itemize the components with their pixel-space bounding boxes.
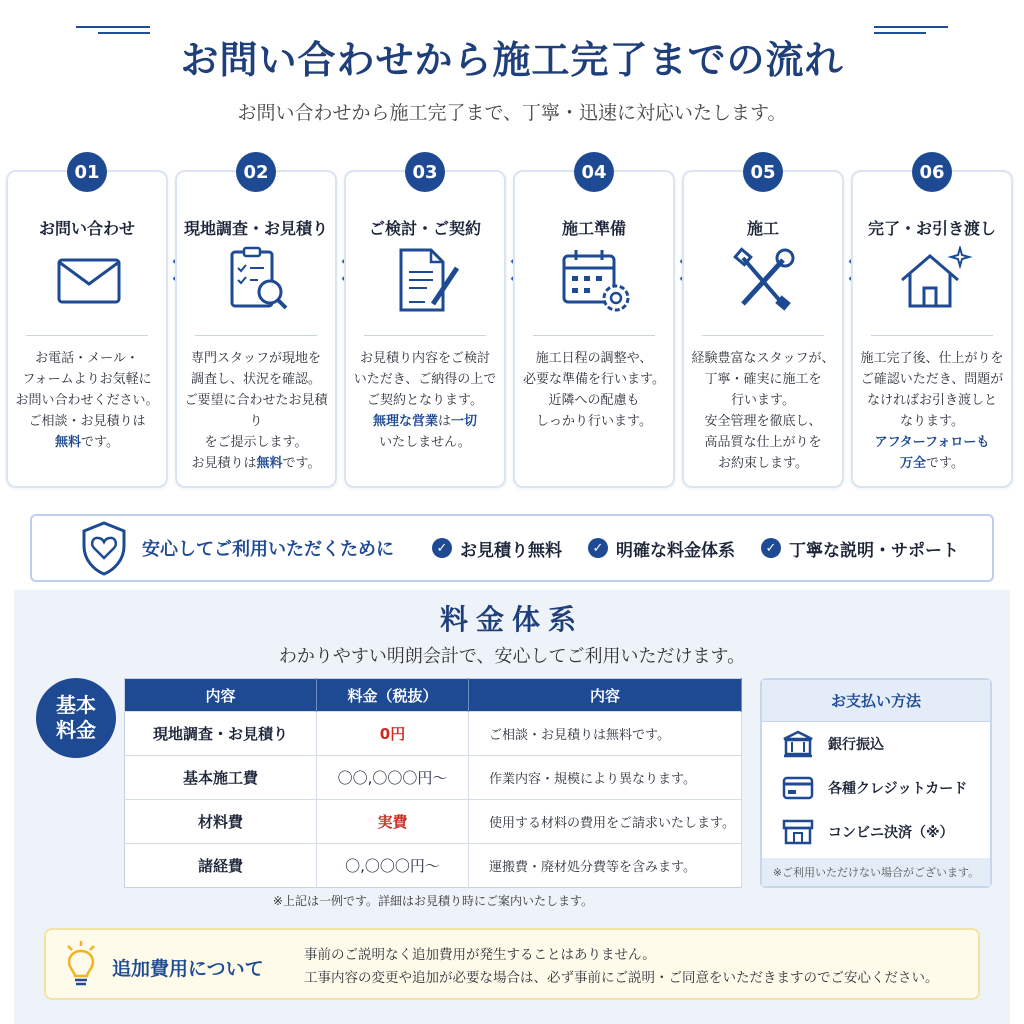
- envelope-icon: [49, 246, 129, 316]
- house-sparkle-icon: [894, 246, 974, 316]
- highlight-no-hard-sell: 無理な営業: [372, 414, 438, 429]
- table-row: 材料費 実費 使用する材料の費用をご請求いたします。: [125, 800, 742, 844]
- step-divider: [364, 335, 486, 336]
- check-icon: ✓: [588, 538, 608, 558]
- clipboard-search-icon: [218, 246, 298, 316]
- step-card-1: [6, 170, 168, 488]
- additional-fee-description: 事前のご説明なく追加費用が発生することはありません。 工事内容の変更や追加が必要な場合は、必ず事前にご説明・ご同意をいただきますのでご安心ください。: [304, 947, 939, 986]
- reassurance-item: ✓ 丁寧な説明・サポート: [761, 536, 959, 561]
- tools-icon: [725, 246, 805, 316]
- highlight-free: 無料: [55, 435, 82, 450]
- table-footnote: ※上記は一例です。詳細はお見積り時にご案内いたします。: [272, 894, 594, 908]
- pricing-section: [14, 590, 1010, 1024]
- credit-card-icon: [782, 774, 814, 802]
- pricing-subtitle: わかりやすい明朗会計で、安心してご利用いただけます。: [278, 646, 746, 667]
- payment-method-item: 各種クレジットカード: [762, 766, 990, 810]
- step-number-badge: 06: [912, 152, 952, 192]
- highlight-free: 無料: [256, 456, 283, 471]
- step-card-4: [513, 170, 675, 488]
- reassurance-item: ✓ お見積り無料: [432, 536, 562, 561]
- reassurance-item: ✓ 明確な料金体系: [588, 536, 735, 561]
- payment-methods-panel: [760, 678, 992, 888]
- pricing-title: 料金体系: [439, 603, 584, 636]
- step-title: 施工: [746, 219, 779, 238]
- step-description: お見積り内容をご検討 いただき、ご納得の上で ご契約となります。 無理な営業は一切 いたしません。: [353, 351, 497, 450]
- table-row: 現地調査・お見積り 0円 ご相談・お見積りは無料です。: [125, 712, 742, 756]
- step-divider: [871, 335, 993, 336]
- step-title: お問い合わせ: [38, 219, 135, 238]
- step-description: お電話・メール・ フォームよりお気軽に お問い合わせください。 ご相談・お見積りは 無料です。: [15, 351, 159, 450]
- page-header: [0, 26, 1024, 86]
- step-divider: [26, 335, 148, 336]
- calendar-gear-icon: [556, 246, 636, 316]
- base-fee-badge: 基本 料金: [36, 678, 116, 758]
- step-description: 施工完了後、仕上がりを ご確認いただき、問題が なければお引き渡しと なります。 アフターフォローも 万全です。: [860, 351, 1004, 471]
- step-number-badge: 02: [236, 152, 276, 192]
- step-card-3: [344, 170, 506, 488]
- step-number-badge: 05: [743, 152, 783, 192]
- title-decoration-right: [874, 26, 948, 34]
- step-description: 専門スタッフが現地を 調査し、状況を確認。 ご要望に合わせたお見積り をご提示します。 お見積りは無料です。: [184, 351, 328, 471]
- bank-icon: [782, 730, 814, 758]
- step-divider: [702, 335, 824, 336]
- reassurance-title: 安心してご利用いただくために: [142, 539, 394, 560]
- additional-fee-title: 追加費用について: [112, 958, 264, 980]
- step-title: ご検討・ご契約: [368, 219, 481, 238]
- column-header: 内容: [125, 679, 317, 712]
- payment-note: ※ご利用いただけない場合がございます。: [762, 858, 990, 886]
- check-icon: ✓: [432, 538, 452, 558]
- step-card-5: [682, 170, 844, 488]
- step-card-2: [175, 170, 337, 488]
- payment-title: お支払い方法: [762, 680, 990, 722]
- step-title: 現地調査・お見積り: [183, 219, 328, 238]
- step-divider: [533, 335, 655, 336]
- reassurance-bar: [30, 514, 994, 582]
- step-card-6: [851, 170, 1013, 488]
- table-row: 諸経費 〇,〇〇〇円～ 運搬費・廃材処分費等を含みます。: [125, 844, 742, 888]
- step-description: 経験豊富なスタッフが、 丁寧・確実に施工を 行います。 安全管理を徹底し、 高品質な仕上がりを お約束します。: [691, 351, 835, 471]
- step-number-badge: 04: [574, 152, 614, 192]
- check-icon: ✓: [761, 538, 781, 558]
- document-pen-icon: [387, 246, 467, 316]
- payment-method-item: 銀行振込: [762, 722, 990, 766]
- payment-method-item: コンビニ決済（※）: [762, 810, 990, 854]
- shield-heart-icon: [80, 520, 128, 576]
- step-number-badge: 01: [67, 152, 107, 192]
- step-divider: [195, 335, 317, 336]
- store-icon: [782, 818, 814, 846]
- column-header: 内容: [469, 679, 742, 712]
- step-number-badge: 03: [405, 152, 445, 192]
- step-description: 施工日程の調整や、 必要な準備を行います。 近隣への配慮も しっかり行います。: [523, 351, 665, 429]
- highlight-aftercare: アフターフォローも: [874, 435, 990, 450]
- column-header: 料金（税抜）: [317, 679, 469, 712]
- price-table: [124, 678, 742, 888]
- step-title: 施工準備: [561, 219, 626, 238]
- table-row: 基本施工費 〇〇,〇〇〇円～ 作業内容・規模により異なります。: [125, 756, 742, 800]
- page-subtitle: お問い合わせから施工完了まで、丁寧・迅速に対応いたします。: [237, 102, 787, 124]
- page-title: お問い合わせから施工完了までの流れ: [180, 37, 844, 82]
- additional-fee-notice: [44, 928, 980, 1000]
- flow-steps: [6, 152, 1018, 492]
- lightbulb-icon: [64, 940, 98, 990]
- step-title: 完了・お引き渡し: [867, 219, 996, 238]
